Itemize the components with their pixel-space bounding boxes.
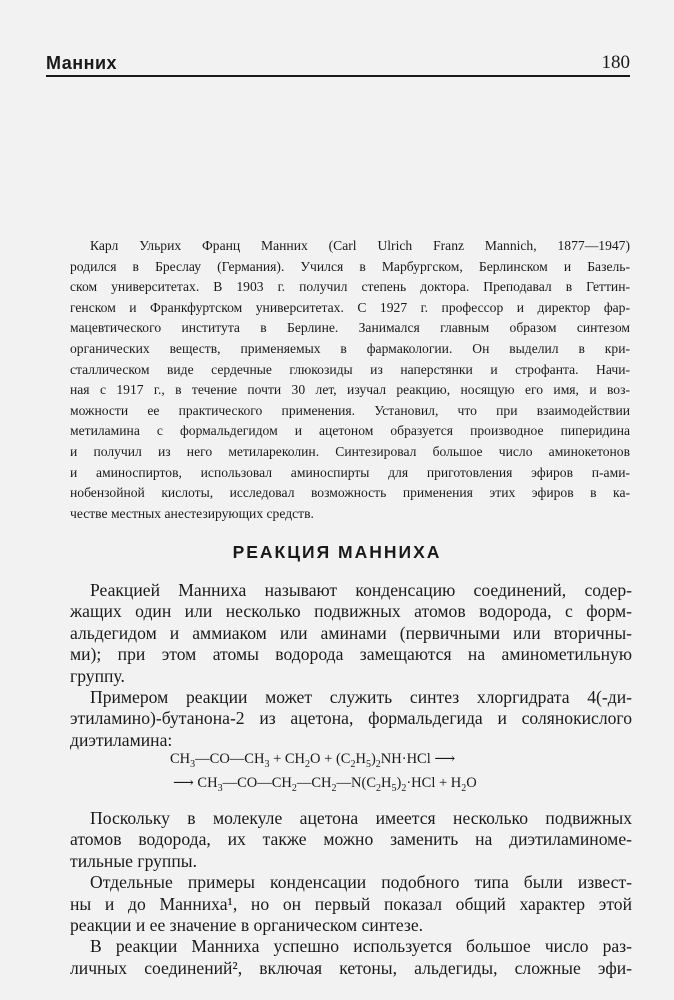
paragraph-3-line: тильные группы. [70,850,197,871]
paragraph-2-line: этиламино)-бутанона-2 из ацетона, формальдегида и солянокислого [70,708,632,729]
equation-arrow: ⟶ [434,751,456,767]
equation-arrow: ⟶ [173,775,194,791]
bio-line: и аминоспиртов, использовал аминоспирты для приготовления эфиров п-ами- [70,464,630,480]
bio-line: органических веществ, применяемых в фармакологии. Он выделил в кри- [70,340,630,356]
bio-line: метиламина с формальдегидом и ацетоном образуется производное пиперидина [70,423,630,439]
paragraph-5-line: личных соединений², включая кетоны, альдегиды, сложные эфи- [70,957,632,978]
bio-line: мацевтического института в Берлине. Занимался главным образом синтезом [70,320,630,336]
paragraph-3-line: атомов водорода, их также можно заменить на диэтиламиноме- [70,829,632,850]
bio-line: честве местных анестезирующих средств. [70,505,314,521]
equation-plus: + [324,751,333,767]
paragraph-1-line: группу. [70,665,125,686]
paragraph-1-line: жащих один или несколько подвижных атомов водорода, с форм- [70,601,632,622]
equation-line-2 [170,771,477,795]
equation-plus: + [273,751,282,767]
paragraph-1-line: альдегидом и аммиаком или аминами (первичными или вторичны- [70,622,632,643]
paragraph-1-line: Реакцией Манниха называют конденсацию соединений, содер- [90,580,632,600]
paragraph-2-line: диэтиламина: [70,729,173,750]
paragraph-4-line: реакции и ее значение в органическом синтезе. [70,915,424,936]
running-head [46,44,630,74]
bio-line: ском университетах. В 1903 г. получил степень доктора. Преподавал в Геттин- [70,279,630,295]
bio-line: родился в Бреслау (Германия). Учился в Марбургском, Берлинском и Базель- [70,258,630,274]
page-number: 180 [601,52,630,73]
bio-line: нобензойной кислоты, исследовал возможность применения этих эфиров в ка- [70,485,630,501]
equation-water: $H_2O$ [450,775,477,794]
body-text-bottom [70,808,632,979]
paragraph-2-line: Примером реакции может служить синтез хлоргидрата 4(-ди- [90,687,632,708]
paragraph-4-line: Отдельные примеры конденсации подобного типа были извест- [90,872,632,893]
equation-plus: + [438,775,448,791]
biography-block [70,236,630,524]
bio-line: генском и Франкфуртском университетах. С 1927 г. профессор и директор фар- [70,299,630,315]
running-head-title: Манних [46,53,118,73]
bio-line: сталлическом виде сердечные глюкозиды из наперстянки и строфанта. Начи- [70,361,630,377]
paragraph-4-line: ны и до Манниха¹, но он первый показал общий характер этой [70,893,632,914]
paragraph-1-line: ми); при этом атомы водорода замещаются на аминометильную [70,644,632,665]
body-text-top [70,580,632,751]
equation-acetone: $CH_3—CO—CH_3$ [170,751,270,770]
paragraph-3-line: Поскольку в молекуле ацетона имеется несколько подвижных [90,808,632,828]
bio-line: можности ее практического применения. Установил, что при взаимодействии [70,402,630,418]
paragraph-5-line: В реакции Манниха успешно используется большое число раз- [90,936,632,957]
bio-line: и получил из него метилареколин. Синтезировал большое число аминокетонов [70,443,630,459]
equation-formaldehyde: $CH_2O$ [284,751,321,770]
section-title: РЕАКЦИЯ МАННИХА [232,542,442,562]
equation-line-1 [170,747,477,771]
reaction-equation [170,747,477,795]
equation-product: $CH_3—CO—CH_2—CH_2—N(C_2H_5)_2\cdot HCl$ [197,775,436,794]
bio-line: Карл Ульрих Франц Манних (Carl Ulrich Franz Mannich, 1877—1947) [90,238,630,253]
equation-diethylamine-hcl: $(C_2H_5)_2NH\cdot HCl$ [335,751,431,770]
header-rule [46,75,630,77]
bio-line: ная с 1917 г., в течение почти 30 лет, изучал реакцию, носящую его имя, и воз- [70,382,630,398]
